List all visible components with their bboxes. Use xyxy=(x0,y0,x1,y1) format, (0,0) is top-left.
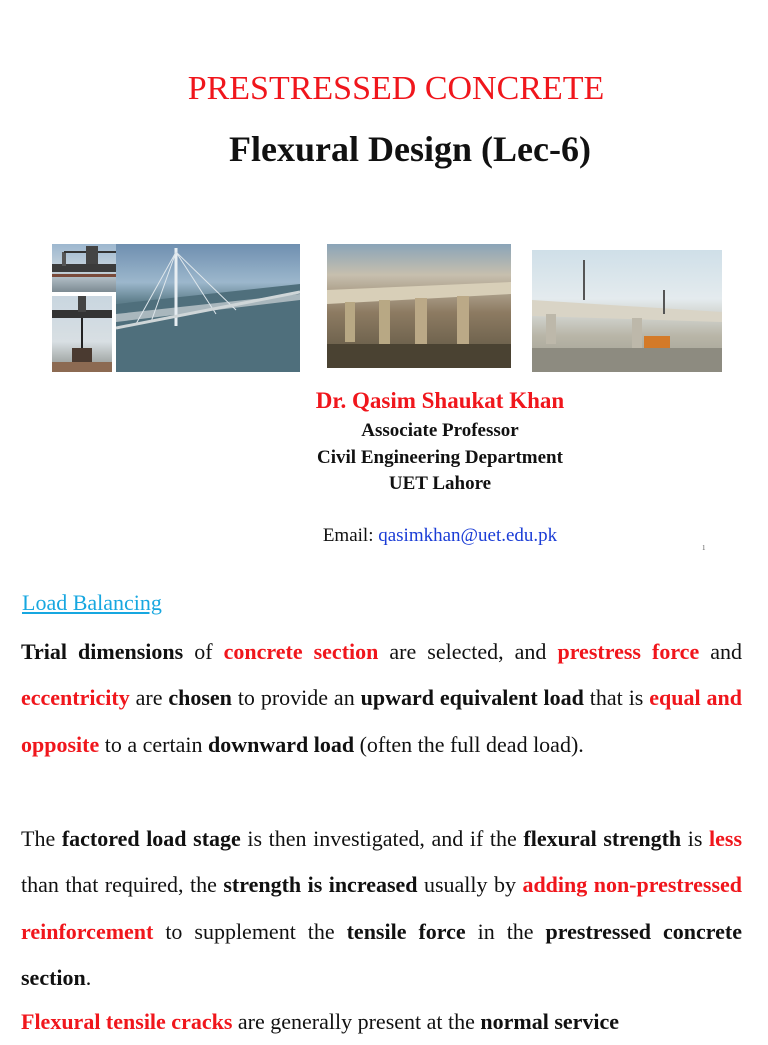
text-run: The xyxy=(21,826,62,851)
text-run: to provide an xyxy=(231,685,361,711)
author-department: Civil Engineering Department xyxy=(317,447,563,468)
text-run: and xyxy=(699,639,743,664)
section-heading[interactable]: Load Balancing xyxy=(22,590,162,615)
text-run: Flexural tensile cracks xyxy=(21,1009,233,1034)
text-run: to a certain xyxy=(99,731,208,757)
text-run: eccentricity xyxy=(21,685,130,711)
text-run: normal service xyxy=(480,1009,620,1034)
author-university: UET Lahore xyxy=(388,473,492,494)
girder-bridge-photo xyxy=(327,244,511,368)
email-line xyxy=(0,525,768,547)
text-run: that is xyxy=(583,685,650,711)
text-run: concrete section xyxy=(223,639,379,664)
author-role: Associate Professor xyxy=(361,420,519,441)
paragraph-2 xyxy=(21,816,742,1001)
slide-title: PRESTRESSED CONCRETE xyxy=(187,70,605,107)
text-run: is xyxy=(681,826,710,851)
bridge-crane-bottom-photo xyxy=(52,296,112,372)
paragraph-1 xyxy=(21,629,742,768)
cable-stayed-bridge-photo xyxy=(116,244,300,372)
text-run: upward equivalent load xyxy=(360,685,584,711)
slide-number: 1 xyxy=(702,544,706,552)
text-run: equal and opposite xyxy=(21,685,742,757)
text-run: to supplement the xyxy=(153,918,347,944)
text-run: are selected, and xyxy=(378,639,558,664)
text-run: chosen xyxy=(168,685,232,711)
text-run: factored load stage xyxy=(61,826,241,851)
text-run: of xyxy=(183,639,224,664)
text-run: Trial dimensions xyxy=(21,639,184,664)
text-run: are generally present at the xyxy=(232,1009,481,1034)
email-label: Email: xyxy=(322,525,379,546)
text-run: is then investigated, and if the xyxy=(240,826,524,851)
text-run: prestress force xyxy=(557,639,700,664)
paragraph-3 xyxy=(21,999,742,1045)
text-run: adding non-prestressed reinforcement xyxy=(21,872,743,944)
text-run: (often the full dead load). xyxy=(354,731,584,757)
text-run: prestressed concrete section xyxy=(21,918,742,990)
text-run: in the xyxy=(465,918,546,944)
text-run: usually by xyxy=(417,872,523,898)
text-run: strength is increased xyxy=(223,872,418,898)
author-name: Dr. Qasim Shaukat Khan xyxy=(315,388,565,413)
flyover-photo xyxy=(532,250,722,372)
text-run: than that required, the xyxy=(21,872,224,898)
text-run: less xyxy=(709,826,743,851)
email-link[interactable]: qasimkhan@uet.edu.pk xyxy=(378,525,558,546)
slide-subtitle: Flexural Design (Lec-6) xyxy=(229,129,591,169)
text-run: tensile force xyxy=(346,918,466,944)
text-run: flexural strength xyxy=(523,826,682,851)
text-run: downward load xyxy=(207,731,355,757)
text-run: . xyxy=(85,964,92,990)
text-run: are xyxy=(129,685,169,711)
